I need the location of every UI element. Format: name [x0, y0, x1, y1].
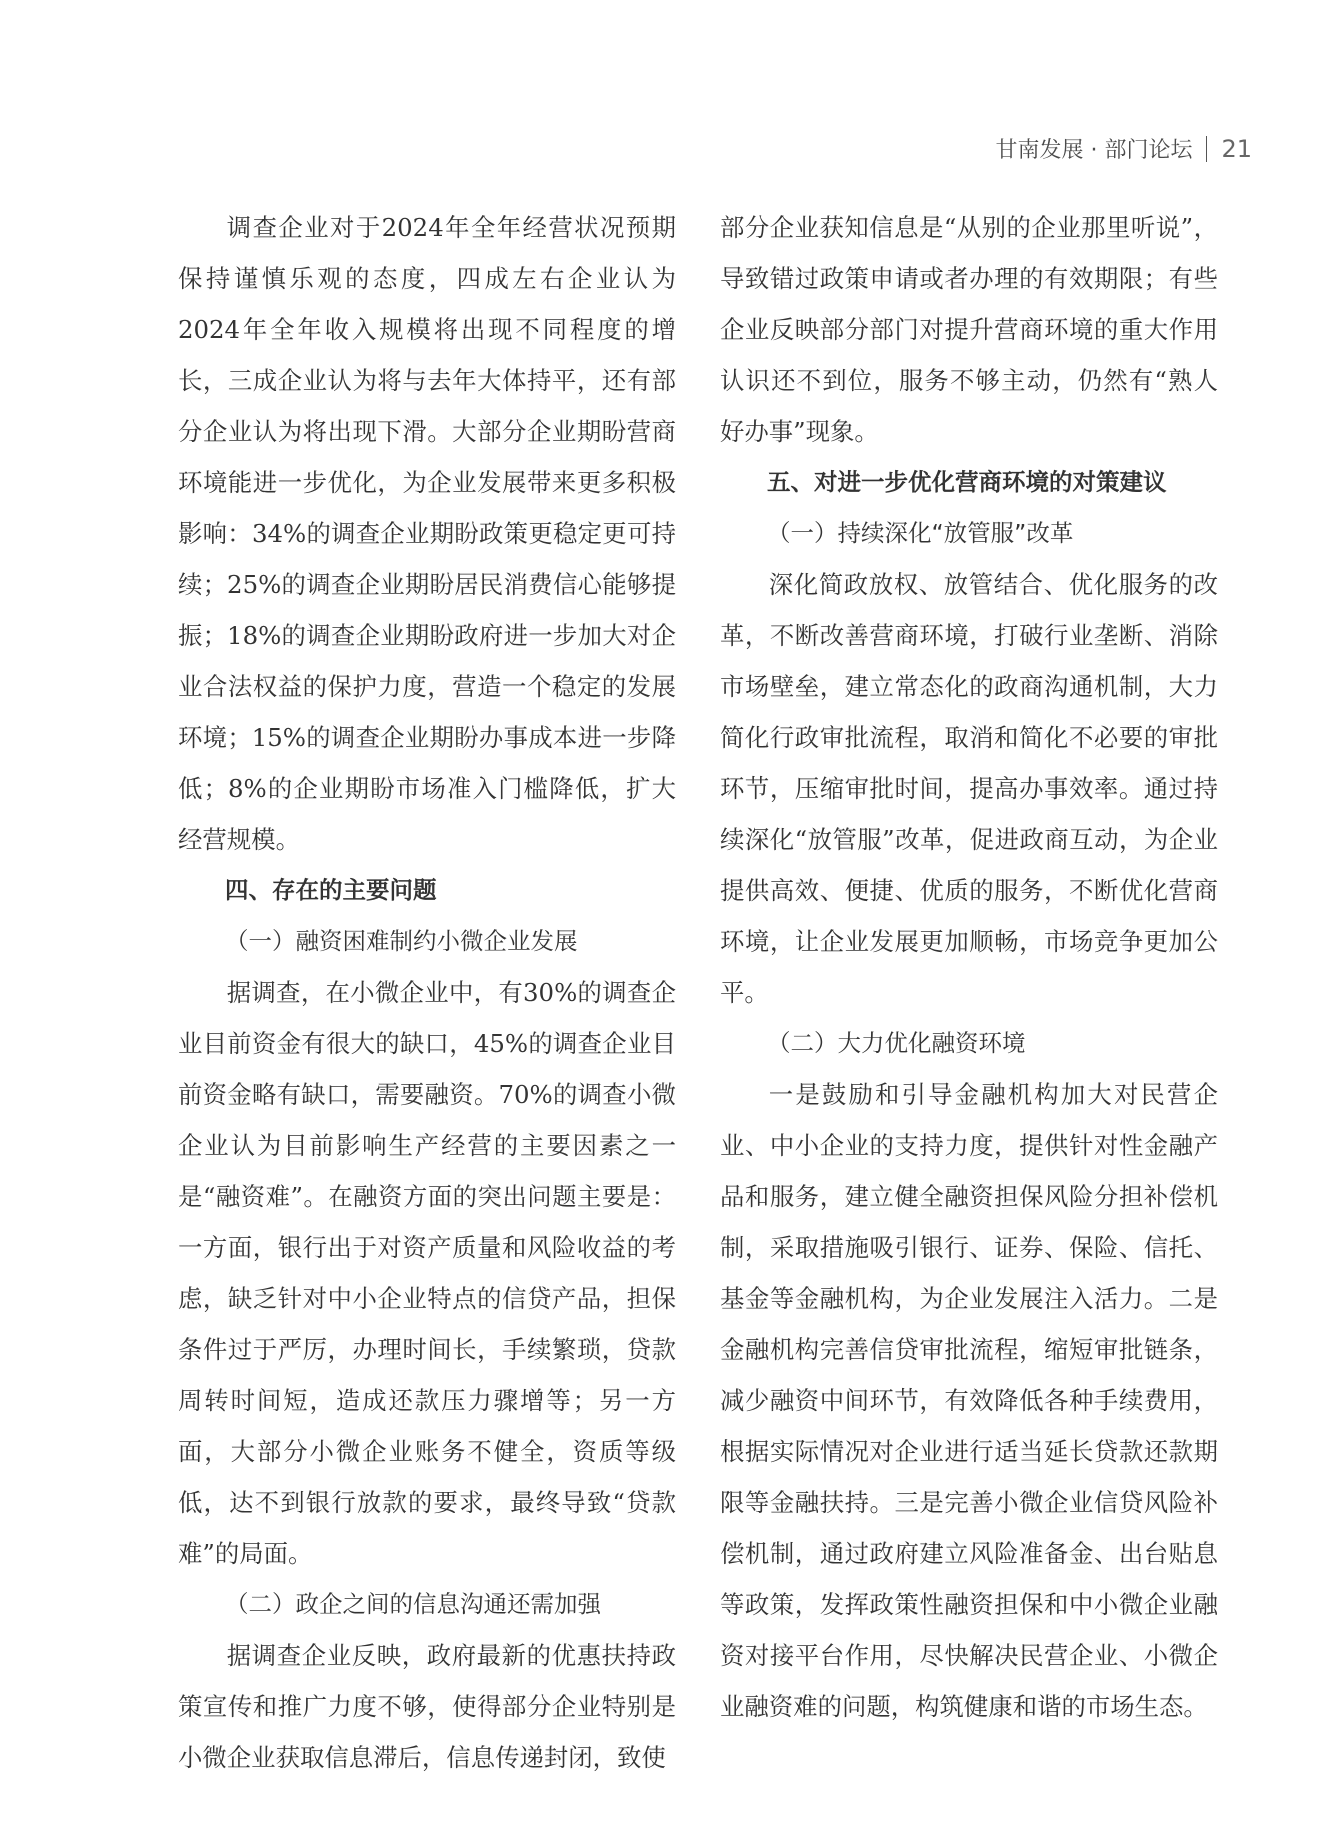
right-column — [720, 202, 1218, 1732]
subsection-heading: （一）持续深化“放管服”改革 — [767, 519, 1074, 547]
paragraph: 深化简政放权、放管结合、优化服务的改革，不断改善营商环境，打破行业垄断、消除市场壁垒，建立常态化的政商沟通机制，大力简化行政审批流程，取消和简化不必要的审批环节，压缩审批时间，提高办事效率。通过持续深化“放管服”改革，促进政商互动，为企业提供高效、便捷、优质的服务，不断优化营商环境，让企业发展更加顺畅，市场竞争更加公平。 — [720, 570, 1218, 1007]
section-heading: 五、对进一步优化营商环境的对策建议 — [767, 468, 1167, 496]
subsection-heading: （二）政企之间的信息沟通还需加强 — [225, 1590, 601, 1618]
page-number: 21 — [1221, 134, 1252, 163]
paragraph: 一是鼓励和引导金融机构加大对民营企业、中小企业的支持力度，提供针对性金融产品和服务，建立健全融资担保风险分担补偿机制，采取措施吸引银行、证券、保险、信托、基金等金融机构，为企业发展注入活力。二是金融机构完善信贷审批流程，缩短审批链条，减少融资中间环节，有效降低各种手续费用，根据实际情况对企业进行适当延长贷款还款期限等金融扶持。三是完善小微企业信贷风险补偿机制，通过政府建立风险准备金、出台贴息等政策，发挥政策性融资担保和中小微企业融资对接平台作用，尽快解决民营企业、小微企业融资难的问题，构筑健康和谐的市场生态。 — [720, 1080, 1218, 1721]
left-column — [178, 202, 676, 1783]
section-heading: 四、存在的主要问题 — [225, 876, 437, 904]
subsection-heading: （二）大力优化融资环境 — [767, 1029, 1026, 1057]
header-divider — [1206, 136, 1207, 162]
paragraph: 调查企业对于2024年全年经营状况预期保持谨慎乐观的态度，四成左右企业认为2024年全年收入规模将出现不同程度的增长，三成企业认为将与去年大体持平，还有部分企业认为将出现下滑。大部分企业期盼营商环境能进一步优化，为企业发展带来更多积极影响：34%的调查企业期盼政策更稳定更可持续；25%的调查企业期盼居民消费信心能够提振；18%的调查企业期盼政府进一步加大对企业合法权益的保护力度，营造一个稳定的发展环境；15%的调查企业期盼办事成本进一步降低；8%的企业期盼市场准入门槛降低，扩大经营规模。 — [178, 213, 676, 854]
paragraph-continued: 部分企业获知信息是“从别的企业那里听说”，导致错过政策申请或者办理的有效期限；有些企业反映部分部门对提升营商环境的重大作用认识还不到位，服务不够主动，仍然有“熟人好办事”现象。 — [720, 213, 1218, 446]
section-title: 甘南发展 · 部门论坛 — [995, 138, 1193, 163]
subsection-heading: （一）融资困难制约小微企业发展 — [225, 927, 578, 955]
running-header — [995, 133, 1252, 164]
paragraph: 据调查，在小微企业中，有30%的调查企业目前资金有很大的缺口，45%的调查企业目前资金略有缺口，需要融资。70%的调查小微企业认为目前影响生产经营的主要因素之一是“融资难”。在融资方面的突出问题主要是：一方面，银行出于对资产质量和风险收益的考虑，缺乏针对中小企业特点的信贷产品，担保条件过于严厉，办理时间长，手续繁琐，贷款周转时间短，造成还款压力骤增等；另一方面，大部分小微企业账务不健全，资质等级低，达不到银行放款的要求，最终导致“贷款难”的局面。 — [178, 978, 676, 1568]
paragraph: 据调查企业反映，政府最新的优惠扶持政策宣传和推广力度不够，使得部分企业特别是小微企业获取信息滞后，信息传递封闭，致使 — [178, 1641, 676, 1772]
